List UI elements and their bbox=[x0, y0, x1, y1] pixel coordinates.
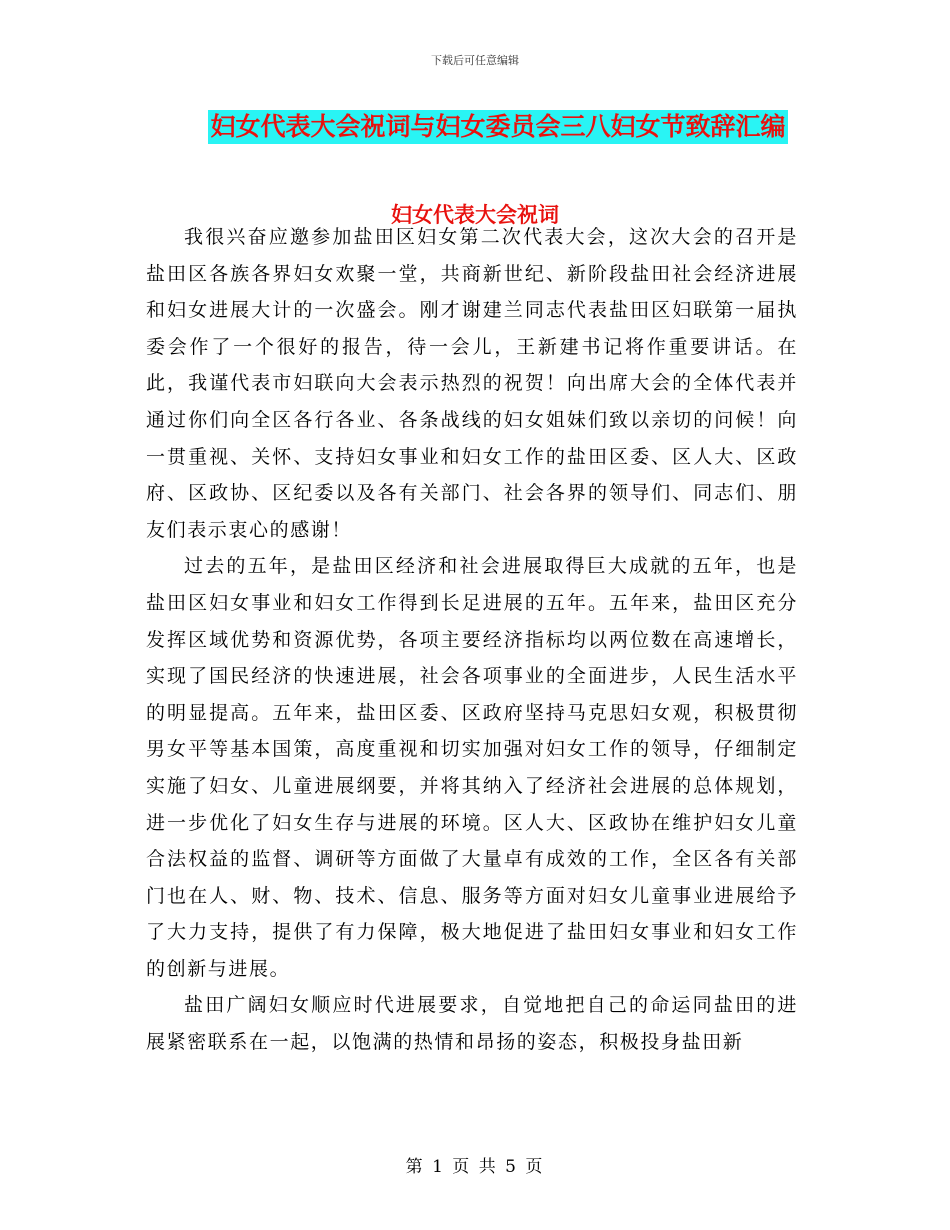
document-main-title: 妇女代表大会祝词与妇女委员会三八妇女节致辞汇编 bbox=[208, 110, 787, 144]
body-paragraph: 盐田广阔妇女顺应时代进展要求，自觉地把自己的命运同盐田的进展紧密联系在一起，以饱满的热情和昂扬的姿态，积极投身盐田新 bbox=[146, 994, 798, 1054]
section-title: 妇女代表大会祝词 bbox=[391, 203, 559, 227]
body-paragraph: 我很兴奋应邀参加盐田区妇女第二次代表大会，这次大会的召开是盐田区各族各界妇女欢聚一堂，共商新世纪、新阶段盐田社会经济进展和妇女进展大计的一次盛会。刚才谢建兰同志代表盐田区妇联第一届执委会作了一个很好的报告，待一会儿，王新建书记将作重要讲话。在此，我谨代表市妇联向大会表示热烈的祝贺！向出席大会的全体代表并通过你们向全区各行各业、各条战线的妇女姐妹们致以亲切的问候！向一贯重视、关怀、支持妇女事业和妇女工作的盐田区委、区人大、区政府、区政协、区纪委以及各有关部门、社会各界的领导们、同志们、朋友们表示衷心的感谢！ bbox=[146, 226, 798, 541]
page-header-note: 下载后可任意编辑 bbox=[431, 54, 519, 67]
document-body bbox=[146, 219, 798, 1061]
body-paragraph: 过去的五年，是盐田区经济和社会进展取得巨大成就的五年，也是盐田区妇女事业和妇女工作得到长足进展的五年。五年来，盐田区充分发挥区域优势和资源优势，各项主要经济指标均以两位数在高速增长，实现了国民经济的快速进展，社会各项事业的全面进步，人民生活水平的明显提高。五年来，盐田区委、区政府坚持马克思妇女观，积极贯彻男女平等基本国策，高度重视和切实加强对妇女工作的领导，仔细制定实施了妇女、儿童进展纲要，并将其纳入了经济社会进展的总体规划，进一步优化了妇女生存与进展的环境。区人大、区政协在维护妇女儿童合法权益的监督、调研等方面做了大量卓有成效的工作，全区各有关部门也在人、财、物、技术、信息、服务等方面对妇女儿童事业进展给予了大力支持，提供了有力保障，极大地促进了盐田妇女事业和妇女工作的创新与进展。 bbox=[146, 555, 798, 980]
main-title-container bbox=[0, 110, 950, 144]
page-number-footer: 第 1 页 共 5 页 bbox=[405, 1157, 545, 1177]
